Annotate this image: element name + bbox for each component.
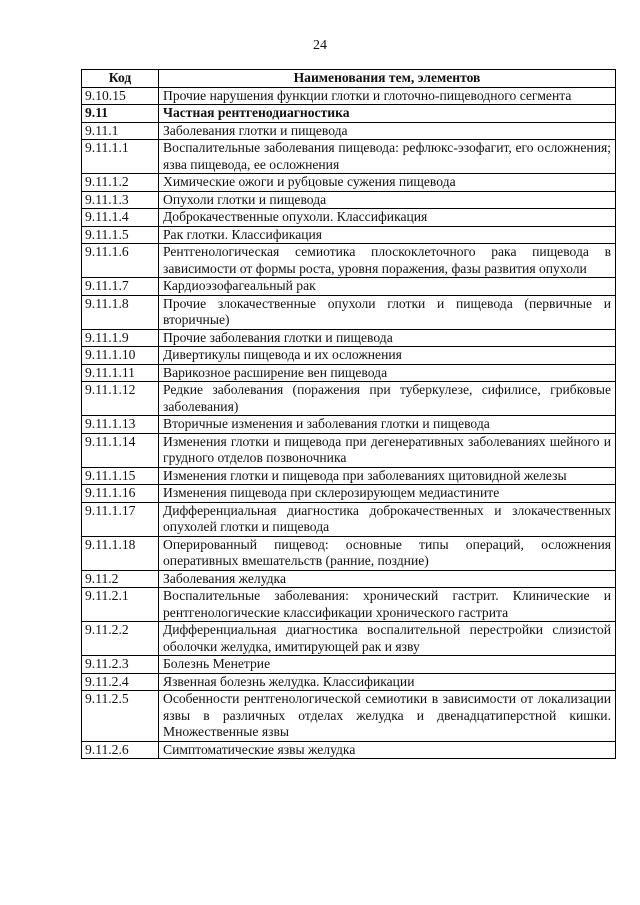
- row-code: 9.11.1.4: [82, 209, 159, 227]
- row-code: 9.11.1.6: [82, 244, 159, 278]
- row-text: Дивертикулы пищевода и их осложнения: [159, 347, 616, 365]
- row-text: Прочие нарушения функции глотки и глоточно-пищеводного сегмента: [159, 87, 616, 105]
- table-row: [82, 191, 616, 209]
- row-text: Редкие заболевания (поражения при туберкулезе, сифилисе, грибковые заболевания): [159, 382, 616, 416]
- table-row: [82, 105, 616, 123]
- table-row: [82, 656, 616, 674]
- header-name: Наименования тем, элементов: [159, 70, 616, 88]
- table-row: [82, 673, 616, 691]
- table-row: [82, 416, 616, 434]
- row-code: 9.11.1.9: [82, 329, 159, 347]
- row-text: Симптоматические язвы желудка: [159, 741, 616, 759]
- page-number: 24: [313, 38, 327, 53]
- table-row: [82, 209, 616, 227]
- row-text: Рак глотки. Классификация: [159, 226, 616, 244]
- row-code: 9.11.1.16: [82, 485, 159, 503]
- row-text: Изменения глотки и пищевода при заболеваниях щитовидной железы: [159, 467, 616, 485]
- row-code: 9.11.1.13: [82, 416, 159, 434]
- table-row: [82, 467, 616, 485]
- row-code: 9.11.1.1: [82, 140, 159, 174]
- row-code: 9.11.1.3: [82, 191, 159, 209]
- row-code: 9.11.1.12: [82, 382, 159, 416]
- table-row: [82, 278, 616, 296]
- row-code: 9.11.2.4: [82, 673, 159, 691]
- row-code: 9.11.1.11: [82, 364, 159, 382]
- row-code: 9.11.2.5: [82, 691, 159, 742]
- row-text: Заболевания желудка: [159, 570, 616, 588]
- row-code: 9.10.15: [82, 87, 159, 105]
- row-text: Рентгенологическая семиотика плоскоклеточного рака пищевода в зависимости от формы роста, уровня поражения, фазы развития опухоли: [159, 244, 616, 278]
- row-text: Оперированный пищевод: основные типы операций, осложнения оперативных вмешательств (ранние, поздние): [159, 536, 616, 570]
- row-code: 9.11.1.15: [82, 467, 159, 485]
- row-code: 9.11.2.1: [82, 588, 159, 622]
- table-header-row: [82, 70, 616, 88]
- row-code: 9.11.2.2: [82, 622, 159, 656]
- table-row: [82, 741, 616, 759]
- row-text: Химические ожоги и рубцовые сужения пищевода: [159, 174, 616, 192]
- row-code: 9.11.2.6: [82, 741, 159, 759]
- row-code: 9.11.2: [82, 570, 159, 588]
- table-row: [82, 364, 616, 382]
- table-row: [82, 140, 616, 174]
- row-text: Прочие злокачественные опухоли глотки и пищевода (первичные и вторичные): [159, 295, 616, 329]
- header-code: Код: [82, 70, 159, 88]
- table-row: [82, 347, 616, 365]
- row-text: Кардиоэзофагеальный рак: [159, 278, 616, 296]
- row-text: Изменения глотки и пищевода при дегенеративных заболеваниях шейного и грудного отделов позвоночника: [159, 433, 616, 467]
- table-row: [82, 485, 616, 503]
- row-code: 9.11.1.7: [82, 278, 159, 296]
- table-row: [82, 588, 616, 622]
- row-code: 9.11.1.10: [82, 347, 159, 365]
- row-text: Частная рентгенодиагностика: [159, 105, 616, 123]
- row-text: Доброкачественные опухоли. Классификация: [159, 209, 616, 227]
- table-row: [82, 87, 616, 105]
- row-text: Вторичные изменения и заболевания глотки и пищевода: [159, 416, 616, 434]
- table-row: [82, 570, 616, 588]
- table-row: [82, 382, 616, 416]
- table-row: [82, 691, 616, 742]
- row-code: 9.11.1.2: [82, 174, 159, 192]
- table-row: [82, 226, 616, 244]
- row-text: Дифференциальная диагностика доброкачественных и злокачественных опухолей глотки и пищевода: [159, 502, 616, 536]
- row-code: 9.11.2.3: [82, 656, 159, 674]
- table-row: [82, 122, 616, 140]
- row-text: Изменения пищевода при склерозирующем медиастините: [159, 485, 616, 503]
- row-text: Опухоли глотки и пищевода: [159, 191, 616, 209]
- row-code: 9.11.1.14: [82, 433, 159, 467]
- row-text: Болезнь Менетрие: [159, 656, 616, 674]
- table-body: [82, 87, 616, 759]
- row-text: Воспалительные заболевания пищевода: рефлюкс-эзофагит, его осложнения; язва пищевода, ее осложнения: [159, 140, 616, 174]
- table-row: [82, 244, 616, 278]
- row-text: Дифференциальная диагностика воспалительной перестройки слизистой оболочки желудка, имитирующей рак и язву: [159, 622, 616, 656]
- table-row: [82, 502, 616, 536]
- table-row: [82, 622, 616, 656]
- table-row: [82, 433, 616, 467]
- row-code: 9.11.1.8: [82, 295, 159, 329]
- row-code: 9.11.1.5: [82, 226, 159, 244]
- row-code: 9.11.1: [82, 122, 159, 140]
- table-row: [82, 329, 616, 347]
- table-row: [82, 174, 616, 192]
- row-code: 9.11: [82, 105, 159, 123]
- row-text: Воспалительные заболевания: хронический гастрит. Клинические и рентгенологические классификации хронического гастрита: [159, 588, 616, 622]
- row-code: 9.11.1.17: [82, 502, 159, 536]
- row-text: Заболевания глотки и пищевода: [159, 122, 616, 140]
- table-row: [82, 295, 616, 329]
- row-text: Прочие заболевания глотки и пищевода: [159, 329, 616, 347]
- table-row: [82, 536, 616, 570]
- row-code: 9.11.1.18: [82, 536, 159, 570]
- topics-table: [81, 69, 616, 759]
- row-text: Язвенная болезнь желудка. Классификации: [159, 673, 616, 691]
- row-text: Особенности рентгенологической семиотики в зависимости от локализации язвы в различных отделах желудка и двенадцатиперстной кишки. Множественные язвы: [159, 691, 616, 742]
- row-text: Варикозное расширение вен пищевода: [159, 364, 616, 382]
